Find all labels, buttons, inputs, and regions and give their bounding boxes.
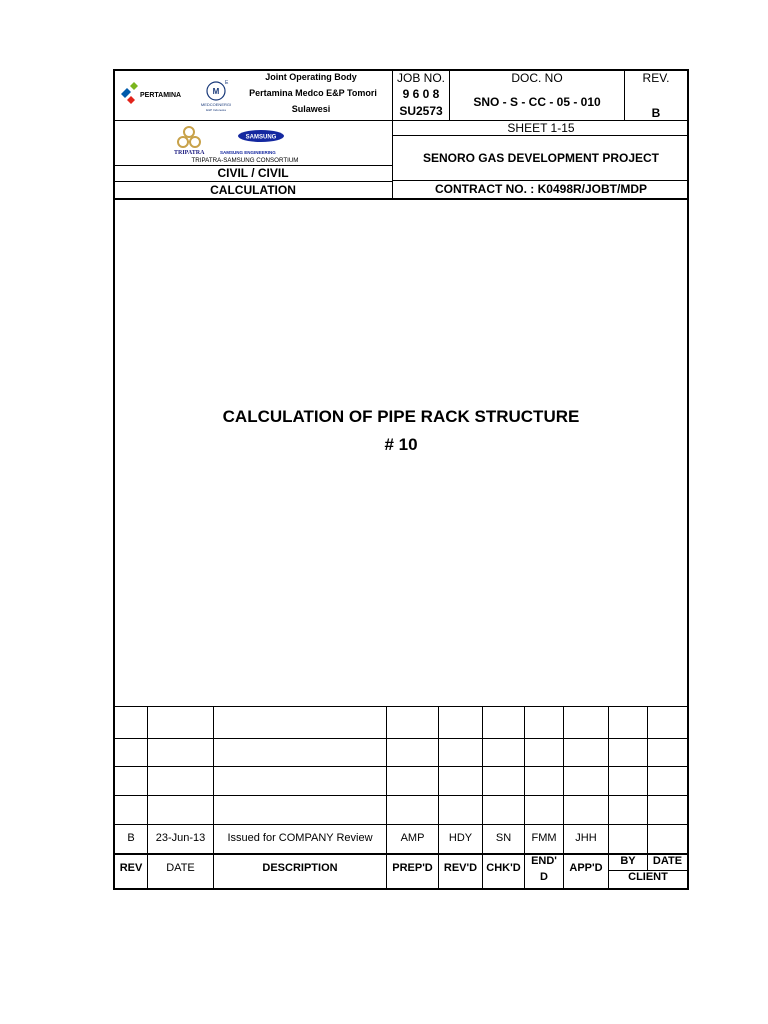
- job-no-label: JOB NO.: [396, 71, 445, 85]
- rev-entry-prepd: AMP: [400, 832, 425, 844]
- discipline: CIVIL / CIVIL: [217, 166, 289, 180]
- medco-subtext: E&P Indonesia: [206, 108, 226, 112]
- rev-entry-date: 23-Jun-13: [155, 832, 206, 844]
- rev-entry-endd: FMM: [531, 832, 557, 844]
- medco-logo: [196, 78, 236, 118]
- rev-header-appd: APP'D: [569, 862, 603, 874]
- job-no-code: SU2573: [399, 104, 443, 118]
- document-title: CALCULATION OF PIPE RACK STRUCTURE: [222, 407, 580, 426]
- job-no-value: 9 6 0 8: [402, 87, 440, 101]
- operator-line-2: Pertamina Medco E&P Tomori: [249, 88, 377, 98]
- project-title: SENORO GAS DEVELOPMENT PROJECT: [422, 151, 660, 165]
- svg-text:M: M: [212, 87, 220, 96]
- pertamina-logo: [119, 80, 189, 106]
- rev-header-rev: REV: [119, 862, 143, 874]
- rev-header-client-date: DATE: [652, 855, 683, 867]
- rev-entry-description: Issued for COMPANY Review: [227, 832, 373, 844]
- samsung-eng-wordmark: SAMSUNG ENGINEERING: [220, 150, 276, 155]
- rev-header-client: CLIENT: [628, 871, 668, 883]
- rev-header-endd-line2: D: [540, 871, 548, 883]
- rev-header-prepd: PREP'D: [392, 862, 433, 874]
- doc-no-value: SNO - S - CC - 05 - 010: [473, 95, 601, 109]
- rev-header-date: DATE: [166, 862, 195, 874]
- rev-header-revd: REV'D: [443, 862, 478, 874]
- rev-label: REV.: [642, 71, 670, 85]
- rev-entry-appd: JHH: [575, 832, 597, 844]
- rev-header-chkd: CHK'D: [486, 862, 521, 874]
- rev-entry-rev: B: [127, 832, 135, 844]
- contract-number: CONTRACT NO. : K0498R/JOBT/MDP: [434, 182, 648, 196]
- rev-header-endd-line1: END': [531, 855, 557, 867]
- consortium-wordmark: TRIPATRA-SAMSUNG CONSORTIUM: [191, 157, 299, 164]
- svg-text:E: E: [225, 80, 229, 86]
- consortium-logo-icon: [160, 123, 330, 165]
- pertamina-wordmark: PERTAMINA: [140, 92, 182, 99]
- sheet-count: SHEET 1-15: [507, 121, 575, 135]
- rev-header-by: BY: [620, 855, 636, 867]
- rev-header-description: DESCRIPTION: [262, 862, 338, 874]
- operator-line-1: Joint Operating Body: [265, 72, 357, 82]
- rev-entry-chkd: SN: [495, 832, 512, 844]
- medco-wordmark: MEDCOENERGI: [200, 102, 232, 107]
- document-subtitle: # 10: [384, 435, 418, 454]
- operator-line-3: Sulawesi: [291, 104, 331, 114]
- doc-no-label: DOC. NO: [511, 71, 563, 85]
- tripatra-wordmark: TRIPATRA: [174, 150, 205, 156]
- tripatra-samsung-logo: [160, 123, 330, 165]
- samsung-wordmark: SAMSUNG: [245, 134, 277, 141]
- rev-value: B: [651, 106, 661, 120]
- rev-entry-revd: HDY: [448, 832, 473, 844]
- pertamina-logo-icon: [119, 80, 189, 106]
- document-type: CALCULATION: [210, 183, 296, 197]
- medco-logo-icon: [196, 78, 236, 118]
